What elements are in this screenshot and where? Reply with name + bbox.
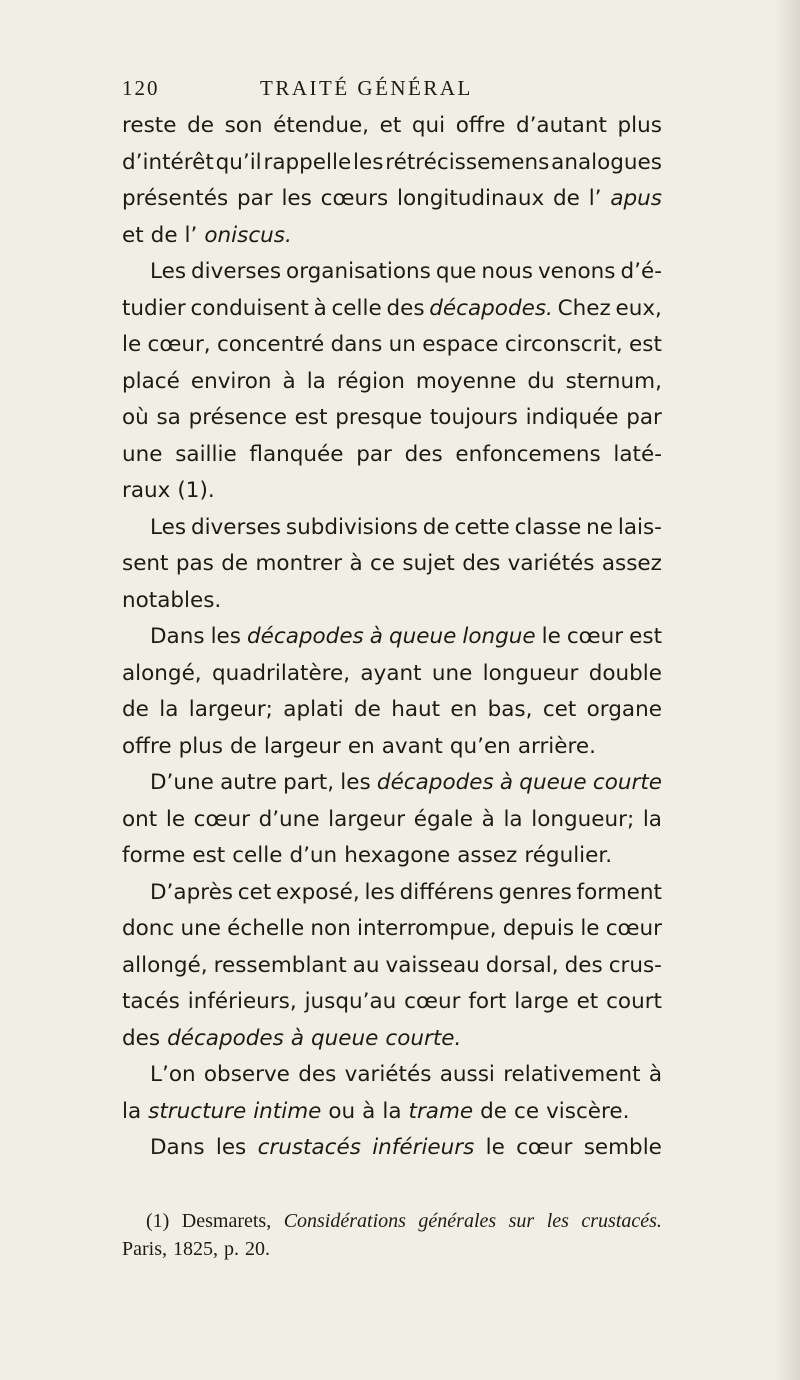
word: cœur xyxy=(605,916,662,941)
word: sternum, xyxy=(565,368,662,394)
word: double xyxy=(588,660,662,686)
word: placé xyxy=(122,368,180,394)
word: (1). xyxy=(177,478,215,503)
body-line xyxy=(122,948,662,985)
word: à xyxy=(362,1098,376,1124)
word: l’ xyxy=(588,186,602,211)
italic-word: à xyxy=(290,1025,305,1051)
word: régulier. xyxy=(524,843,613,868)
word: haut xyxy=(391,697,441,722)
word: ressemblant xyxy=(213,952,347,978)
italic-word: apus xyxy=(610,186,662,211)
word: la xyxy=(122,1098,142,1124)
word: des xyxy=(404,441,443,467)
word: que xyxy=(435,259,477,284)
word: interrompue, xyxy=(357,916,497,941)
body-line xyxy=(122,1057,662,1094)
word: Dans xyxy=(150,624,205,649)
body-line xyxy=(122,911,662,948)
body-line xyxy=(122,546,662,583)
word: vaisseau xyxy=(385,952,480,978)
body-line xyxy=(122,802,662,839)
body-line xyxy=(122,619,662,656)
word: de xyxy=(187,113,214,138)
italic-word: queue xyxy=(519,770,587,795)
body-line xyxy=(122,583,662,620)
word: la xyxy=(382,1098,402,1124)
footnotes xyxy=(122,1207,662,1263)
word: cœur xyxy=(516,1135,573,1160)
word: pas xyxy=(175,551,214,576)
body-line xyxy=(122,692,662,729)
word: étendue, xyxy=(273,113,370,138)
word: cette xyxy=(454,514,510,540)
word: la xyxy=(503,806,523,832)
word: allongé, xyxy=(122,952,208,978)
word: ont xyxy=(122,806,158,832)
word: D’une xyxy=(150,770,214,795)
word: ne xyxy=(586,514,613,540)
word: une xyxy=(180,916,221,941)
body-line xyxy=(122,218,662,255)
body-line xyxy=(122,1130,662,1167)
word: égale xyxy=(413,806,474,832)
body-line xyxy=(122,765,662,802)
italic-word: les xyxy=(546,1210,569,1232)
word: subdivisions xyxy=(285,514,418,540)
word: espace xyxy=(422,332,499,357)
word: une xyxy=(431,660,473,686)
word: tacés xyxy=(122,989,180,1014)
italic-word: crustacés xyxy=(257,1135,361,1160)
word: le xyxy=(165,806,186,832)
word: (1) xyxy=(146,1210,170,1232)
page-edge-shadow xyxy=(774,0,800,1380)
word: presque xyxy=(335,405,423,430)
italic-word: oniscus. xyxy=(204,222,292,248)
word: de xyxy=(221,551,249,576)
word: largeur xyxy=(263,733,341,759)
body-line xyxy=(122,510,662,547)
word: de xyxy=(122,697,149,722)
word: qu’il xyxy=(215,149,262,175)
body-line xyxy=(122,254,662,291)
word: d’intérêt xyxy=(122,149,214,175)
word: saillie xyxy=(175,441,237,467)
body-line xyxy=(122,291,662,328)
word: inférieurs, xyxy=(187,989,297,1014)
word: venons xyxy=(537,259,616,284)
body-text xyxy=(122,108,662,1167)
word: les xyxy=(281,186,312,211)
word: l’ xyxy=(184,222,198,248)
word: des xyxy=(122,1025,161,1051)
word: par xyxy=(236,186,273,211)
word: une xyxy=(122,441,163,467)
word: concentré xyxy=(216,332,325,357)
word: ayant xyxy=(360,660,422,686)
word: largeur; xyxy=(188,697,273,722)
word: en xyxy=(450,697,478,722)
word: est xyxy=(629,332,662,357)
word: eux, xyxy=(615,295,662,321)
word: d’un xyxy=(289,843,338,868)
word: toujours xyxy=(429,405,518,430)
word: hexagone xyxy=(344,843,451,868)
word: notables. xyxy=(122,587,222,613)
word: présentés xyxy=(122,186,229,211)
body-line xyxy=(122,729,662,766)
word: les xyxy=(340,770,371,795)
word: la xyxy=(306,368,326,394)
word: à xyxy=(349,551,363,576)
body-line xyxy=(122,1094,662,1131)
word: des xyxy=(386,295,425,321)
word: court xyxy=(606,989,662,1014)
word: des xyxy=(298,1062,337,1087)
word: analogues xyxy=(551,149,662,175)
body-line xyxy=(122,181,662,218)
word: les xyxy=(210,624,241,649)
word: bas, xyxy=(487,697,533,722)
word: crus- xyxy=(608,952,662,978)
word: largeur xyxy=(328,806,406,832)
word: depuis xyxy=(502,916,575,941)
italic-word: queue xyxy=(311,1025,379,1051)
word: dorsal, xyxy=(485,952,559,978)
word: à xyxy=(282,368,296,394)
word: d’é- xyxy=(620,259,662,284)
word: où xyxy=(122,405,149,430)
word: viscère. xyxy=(546,1098,630,1124)
body-line xyxy=(122,656,662,693)
word: par xyxy=(626,405,662,430)
body-line xyxy=(122,1021,662,1058)
word: de xyxy=(150,222,178,248)
word: la xyxy=(642,806,662,832)
italic-word: crustacés. xyxy=(581,1210,662,1232)
word: quadrilatère, xyxy=(211,660,351,686)
word: les xyxy=(364,879,395,905)
word: D’après xyxy=(150,879,234,905)
word: qui xyxy=(411,113,446,138)
word: L’on xyxy=(150,1062,196,1087)
word: rétrécissemens xyxy=(385,149,550,175)
word: le xyxy=(541,624,561,649)
word: raux xyxy=(122,478,171,503)
italic-word: courte xyxy=(592,770,662,795)
word: donc xyxy=(122,916,175,941)
word: semble xyxy=(583,1135,662,1160)
word: conduisent xyxy=(190,295,309,321)
italic-word: longue xyxy=(462,624,536,649)
word: son xyxy=(224,113,263,138)
word: présence xyxy=(188,405,287,430)
running-title: TRAITÉ GÉNÉRAL xyxy=(260,76,473,100)
word: au xyxy=(352,952,380,978)
word: rappelle xyxy=(263,149,352,175)
word: celle xyxy=(232,843,283,868)
word: de xyxy=(422,514,450,540)
word: sa xyxy=(156,405,181,430)
word: et xyxy=(379,113,402,138)
word: en xyxy=(347,733,375,759)
body-line xyxy=(122,875,662,912)
word: cœur xyxy=(193,806,250,832)
word: Chez xyxy=(557,295,611,321)
word: et xyxy=(122,222,144,248)
word: de xyxy=(480,1098,508,1124)
word: flanquée xyxy=(249,441,344,467)
word: de xyxy=(353,697,381,722)
italic-word: à xyxy=(369,624,383,649)
word: forme xyxy=(122,843,186,868)
italic-word: queue xyxy=(388,624,457,649)
word: tudier xyxy=(122,295,186,321)
word: Dans xyxy=(150,1135,205,1160)
word: Les xyxy=(150,514,187,540)
word: par xyxy=(356,441,392,467)
word: forment xyxy=(576,879,662,905)
word: circonscrit, xyxy=(504,332,623,357)
word: arrière. xyxy=(517,733,596,759)
word: montrer xyxy=(255,551,343,576)
page-header xyxy=(122,76,682,102)
word: genres xyxy=(498,879,572,905)
word: à xyxy=(313,295,327,321)
word: du xyxy=(527,368,555,394)
word: la xyxy=(159,697,179,722)
body-line xyxy=(122,400,662,437)
body-line xyxy=(122,984,662,1021)
word: part, xyxy=(283,770,335,795)
italic-word: décapodes xyxy=(167,1025,284,1051)
word: longitudinaux xyxy=(396,186,545,211)
word: enfoncemens xyxy=(455,441,601,467)
word: le xyxy=(580,916,600,941)
page-number: 120 xyxy=(122,76,160,100)
word: cœur, xyxy=(147,332,211,357)
word: sujet xyxy=(402,551,455,576)
word: longueur xyxy=(482,660,579,686)
word: qu’en xyxy=(449,733,511,759)
word: est xyxy=(294,405,328,430)
word: p. xyxy=(224,1238,239,1260)
word: différens xyxy=(399,879,494,905)
body-line xyxy=(122,145,662,182)
word: relativement xyxy=(503,1062,641,1087)
word: autre xyxy=(220,770,277,795)
word: le xyxy=(122,332,142,357)
word: alongé, xyxy=(122,660,202,686)
italic-word: décapodes. xyxy=(429,295,553,321)
italic-word: courte. xyxy=(385,1025,462,1051)
word: environ xyxy=(190,368,272,394)
word: sent xyxy=(122,551,169,576)
word: le xyxy=(485,1135,505,1160)
word: Desmarets, xyxy=(181,1210,272,1232)
word: non xyxy=(310,916,351,941)
body-line xyxy=(122,838,662,875)
italic-word: structure xyxy=(148,1098,247,1124)
word: celle xyxy=(331,295,382,321)
word: moyenne xyxy=(415,368,517,394)
word: aussi xyxy=(439,1062,495,1087)
word: assez xyxy=(457,843,518,868)
word: d’autant xyxy=(515,113,607,138)
italic-word: décapodes xyxy=(376,770,494,795)
italic-word: trame xyxy=(408,1098,474,1124)
word: 20. xyxy=(245,1238,270,1260)
word: les xyxy=(215,1135,247,1160)
word: échelle xyxy=(227,916,305,941)
word: et xyxy=(576,989,599,1014)
word: les xyxy=(353,149,384,175)
word: offre xyxy=(455,113,506,138)
word: longueur; xyxy=(531,806,635,832)
word: de xyxy=(553,186,580,211)
word: variétés xyxy=(344,1062,432,1087)
word: ce xyxy=(369,551,396,576)
word: large xyxy=(514,989,569,1014)
word: cœurs xyxy=(320,186,389,211)
word: lais- xyxy=(617,514,662,540)
word: de xyxy=(230,733,257,759)
word: des xyxy=(462,551,501,576)
footnote-line xyxy=(122,1235,662,1263)
word: classe xyxy=(514,514,582,540)
body-line xyxy=(122,364,662,401)
word: jusqu’au xyxy=(304,989,397,1014)
italic-word: intime xyxy=(253,1098,322,1124)
word: cet xyxy=(237,879,272,905)
word: ou xyxy=(328,1098,356,1124)
word: cœur xyxy=(566,624,624,649)
word: d’une xyxy=(258,806,320,832)
word: Paris, xyxy=(122,1238,167,1260)
word: diverses xyxy=(190,514,281,540)
word: laté- xyxy=(613,441,662,467)
word: un xyxy=(388,332,416,357)
word: région xyxy=(336,368,405,394)
word: fort xyxy=(468,989,507,1014)
word: des xyxy=(564,952,603,978)
word: nous xyxy=(481,259,533,284)
italic-word: générales xyxy=(418,1210,497,1232)
body-line xyxy=(122,437,662,474)
word: observe xyxy=(203,1062,290,1087)
word: indiquée xyxy=(525,405,619,430)
word: offre xyxy=(122,733,172,759)
word: organisations xyxy=(286,259,431,284)
italic-word: décapodes xyxy=(247,624,364,649)
word: 1825, xyxy=(173,1238,218,1260)
word: organe xyxy=(586,697,662,722)
word: reste xyxy=(122,113,177,138)
word: aplati xyxy=(283,697,344,722)
word: avant xyxy=(381,733,443,759)
word: plus xyxy=(617,113,662,138)
body-line xyxy=(122,327,662,364)
body-line xyxy=(122,108,662,145)
body-line xyxy=(122,473,662,510)
word: cet xyxy=(542,697,577,722)
word: exposé, xyxy=(276,879,360,905)
word: à xyxy=(648,1062,662,1087)
word: cœur xyxy=(404,989,461,1014)
italic-word: sur xyxy=(508,1210,535,1232)
word: est xyxy=(629,624,662,649)
word: Les xyxy=(150,259,187,284)
word: ce xyxy=(514,1098,540,1124)
word: assez xyxy=(601,551,662,576)
word: variétés xyxy=(507,551,595,576)
footnote-line xyxy=(122,1207,662,1235)
word: plus xyxy=(178,733,224,759)
word: à xyxy=(481,806,495,832)
italic-word: Considérations xyxy=(283,1210,406,1232)
word: est xyxy=(192,843,226,868)
word: dans xyxy=(330,332,383,357)
italic-word: à xyxy=(499,770,514,795)
italic-word: inférieurs xyxy=(372,1135,475,1160)
word: diverses xyxy=(191,259,282,284)
